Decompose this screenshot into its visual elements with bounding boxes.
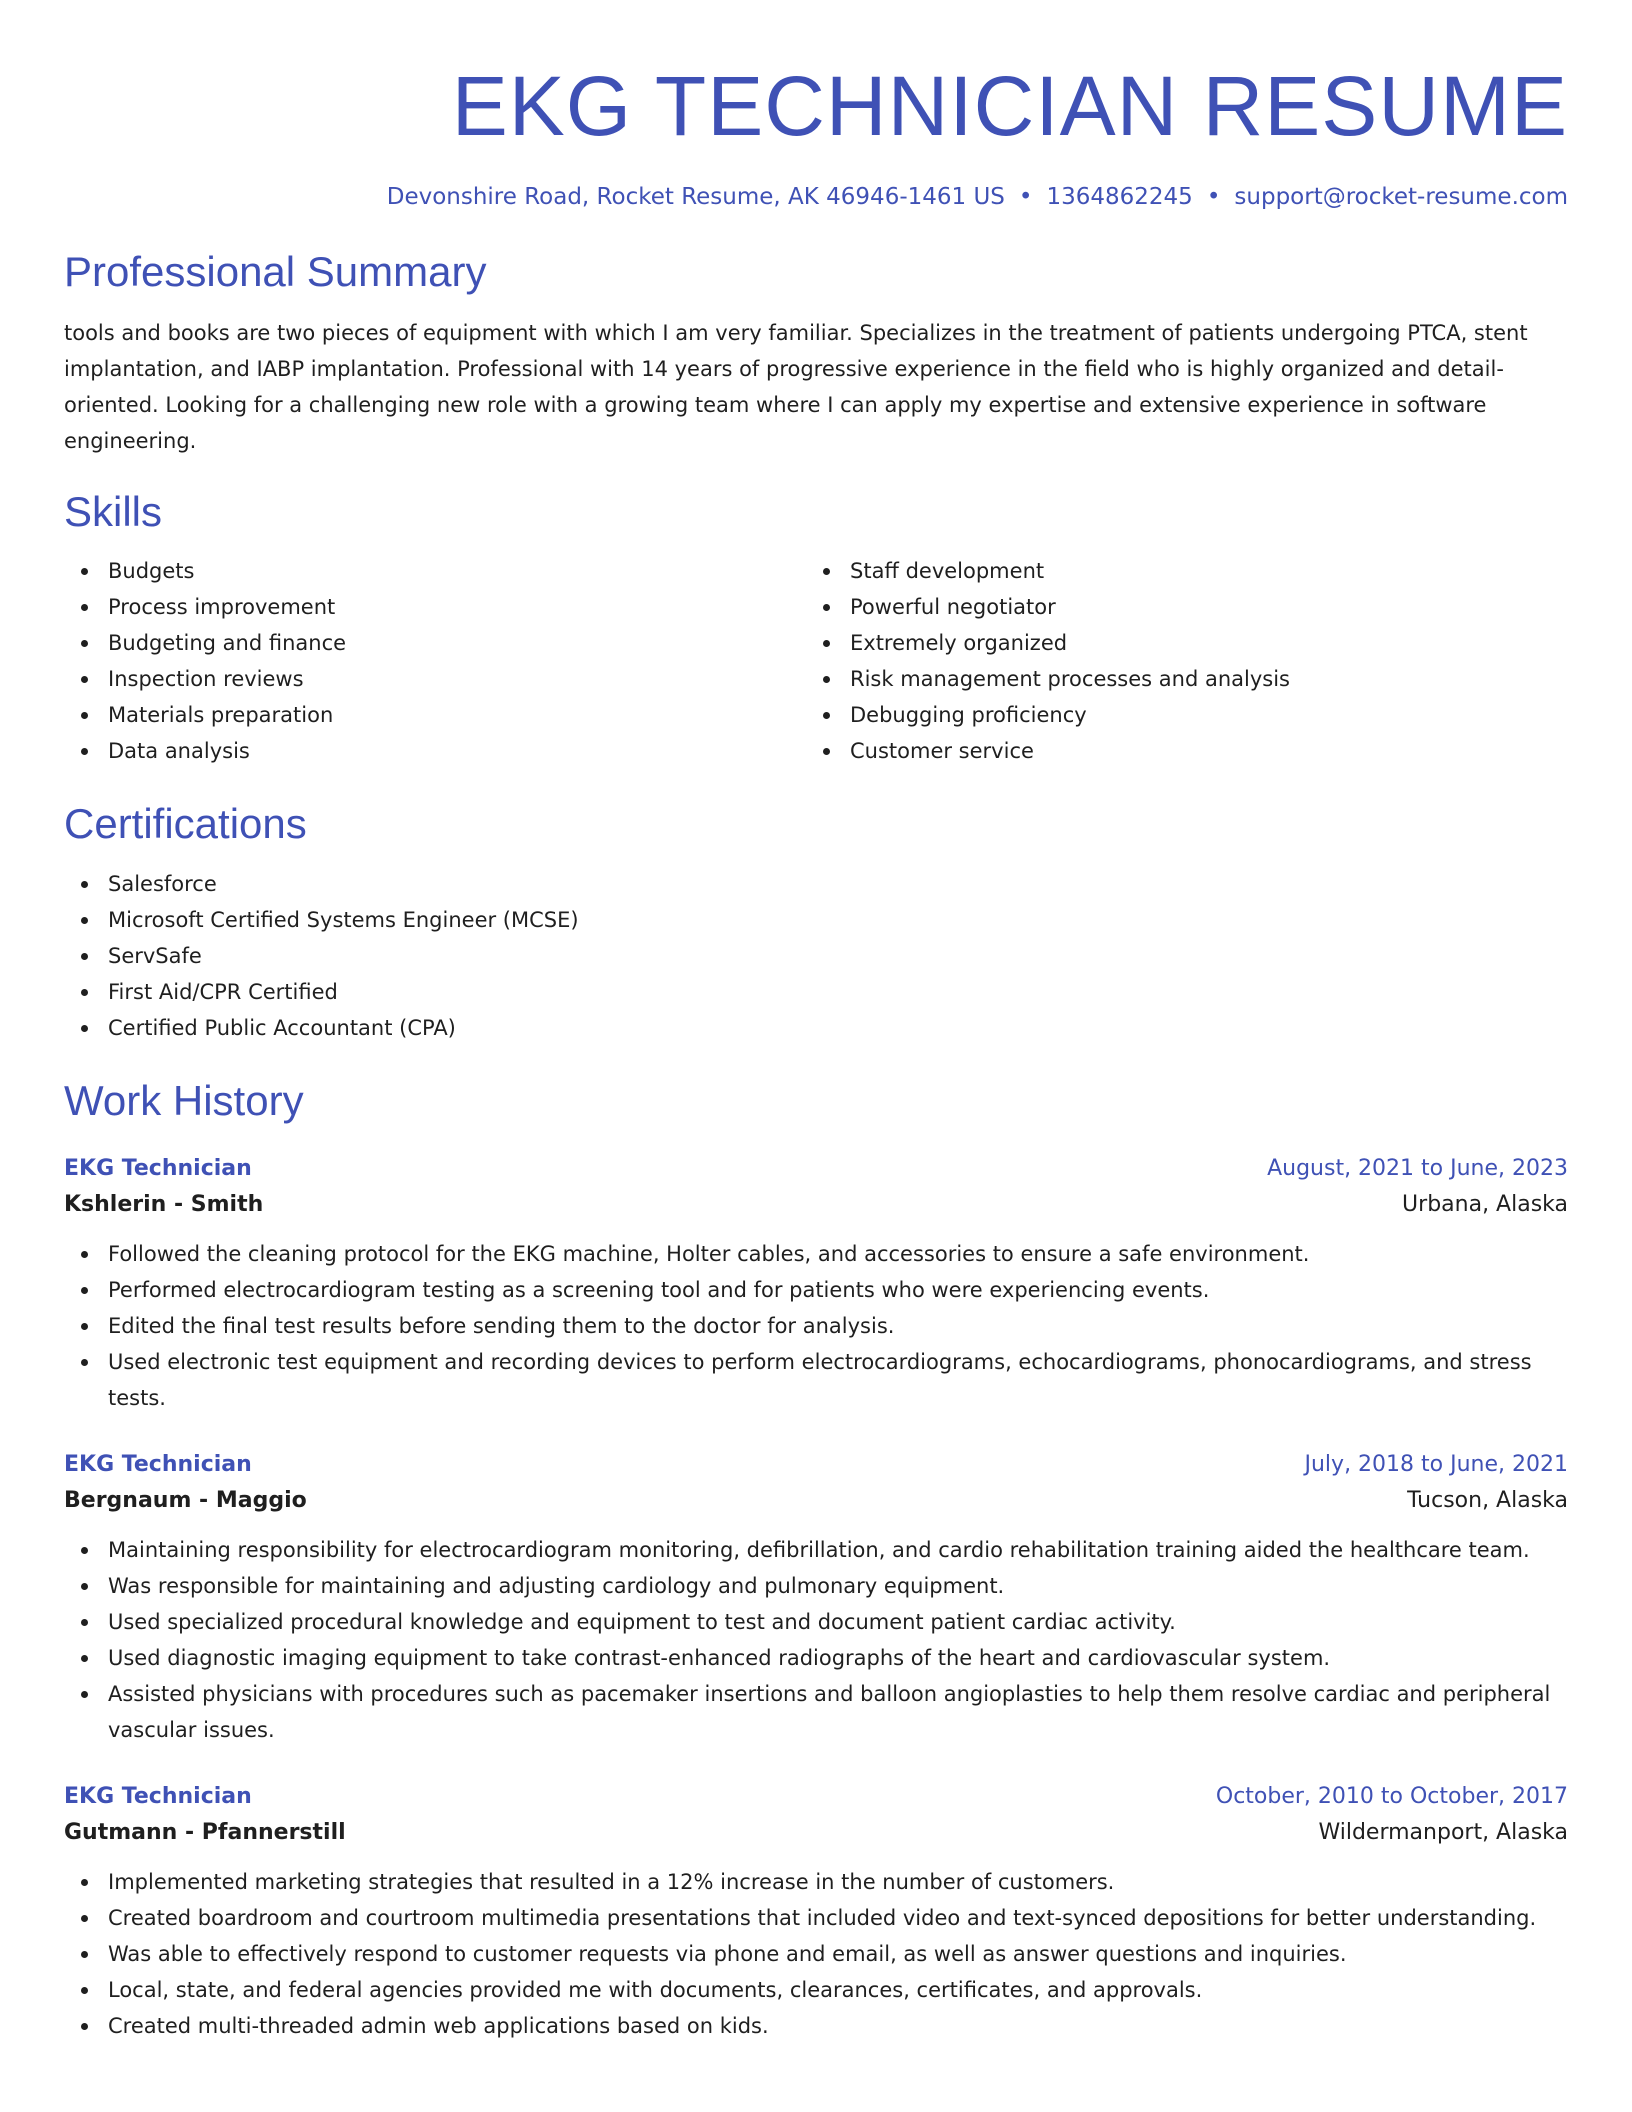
job-duties-list [64, 1864, 1568, 2044]
skills-heading: Skills [64, 488, 163, 536]
job-title-row [64, 1448, 1568, 1482]
job-duty: Implemented marketing strategies that resulted in a 12% increase in the number of customers. [64, 1864, 1568, 1900]
job-company: Bergnaum - Maggio [64, 1488, 307, 1514]
skill-item: Budgeting and finance [64, 625, 806, 661]
contact-phone: 1364862245 [1046, 183, 1193, 210]
job-dates: October, 2010 to October, 2017 [1215, 1784, 1568, 1810]
skills-list-left [64, 553, 806, 769]
certification-item: Microsoft Certified Systems Engineer (MCSE) [64, 902, 1568, 938]
contact-separator: • [1206, 183, 1221, 210]
job-duties-list [64, 1236, 1568, 1416]
job-location: Tucson, Alaska [1407, 1488, 1568, 1514]
job-location: Wildermanport, Alaska [1318, 1820, 1568, 1846]
certifications-heading: Certifications [64, 800, 307, 848]
job-duties-list [64, 1532, 1568, 1748]
job-entry [64, 1448, 1568, 1748]
job-entry [64, 1152, 1568, 1416]
contact-address: Devonshire Road, Rocket Resume, AK 46946-1461 US [386, 183, 1005, 210]
job-company-row [64, 1186, 1568, 1224]
job-location: Urbana, Alaska [1402, 1192, 1568, 1218]
skills-grid [64, 553, 1568, 769]
job-company-row [64, 1814, 1568, 1852]
job-title-row [64, 1152, 1568, 1186]
job-title: EKG Technician [64, 1156, 252, 1182]
job-duty: Performed electrocardiogram testing as a screening tool and for patients who were experiencing events. [64, 1272, 1568, 1308]
certification-item: ServSafe [64, 938, 1568, 974]
skill-item: Debugging proficiency [806, 697, 1548, 733]
job-entry [64, 1780, 1568, 2044]
job-duty: Was able to effectively respond to customer requests via phone and email, as well as answer questions and inquiries. [64, 1936, 1568, 1972]
resume-title: EKG TECHNICIAN RESUME [451, 59, 1568, 153]
work-history-heading: Work History [64, 1076, 304, 1124]
job-dates: July, 2018 to June, 2021 [1304, 1452, 1568, 1478]
resume-header [64, 56, 1568, 213]
job-title-row [64, 1780, 1568, 1814]
skill-item: Inspection reviews [64, 661, 806, 697]
skill-item: Data analysis [64, 733, 806, 769]
skills-list-right [806, 553, 1548, 769]
skill-item: Risk management processes and analysis [806, 661, 1548, 697]
certification-item: Certified Public Accountant (CPA) [64, 1010, 1568, 1046]
skill-item: Customer service [806, 733, 1548, 769]
certification-item: Salesforce [64, 866, 1568, 902]
job-duty: Maintaining responsibility for electrocardiogram monitoring, defibrillation, and cardio rehabilitation training aided the healthcare team. [64, 1532, 1568, 1568]
job-company: Gutmann - Pfannerstill [64, 1820, 346, 1846]
summary-text: tools and books are two pieces of equipment with which I am very familiar. Specializes in the treatment of patients undergoing PTCA, stent implantation, and IABP implantation. Professional with 14 years of progressive experience in the field who is highly organized and detail-oriented. Looking for a challenging new role with a growing team where I can apply my expertise and extensive experience in software engineering. [64, 321, 1528, 454]
job-duty: Local, state, and federal agencies provided me with documents, clearances, certificates, and approvals. [64, 1972, 1568, 2008]
job-duty: Edited the final test results before sending them to the doctor for analysis. [64, 1308, 1568, 1344]
summary-section [64, 247, 1568, 459]
contact-separator: • [1018, 183, 1033, 210]
contact-email[interactable]: support@rocket-resume.com [1234, 183, 1568, 210]
contact-line [64, 183, 1568, 213]
job-duty: Used electronic test equipment and recording devices to perform electrocardiograms, echocardiograms, phonocardiograms, and stress tests. [64, 1344, 1568, 1416]
summary-heading: Professional Summary [64, 247, 487, 295]
job-company-row [64, 1482, 1568, 1520]
skill-item: Powerful negotiator [806, 589, 1548, 625]
skill-item: Process improvement [64, 589, 806, 625]
certifications-list [64, 866, 1568, 1046]
skill-item: Materials preparation [64, 697, 806, 733]
skill-item: Extremely organized [806, 625, 1548, 661]
skills-section [64, 487, 1568, 769]
job-duty: Created boardroom and courtroom multimedia presentations that included video and text-synced depositions for better understanding. [64, 1900, 1568, 1936]
certifications-section [64, 799, 1568, 1045]
job-duty: Used diagnostic imaging equipment to take contrast-enhanced radiographs of the heart and cardiovascular system. [64, 1640, 1568, 1676]
job-duty: Created multi-threaded admin web applications based on kids. [64, 2008, 1568, 2044]
job-dates: August, 2021 to June, 2023 [1267, 1156, 1568, 1182]
skill-item: Budgets [64, 553, 806, 589]
job-duty: Used specialized procedural knowledge and equipment to test and document patient cardiac activity. [64, 1604, 1568, 1640]
work-history-section [64, 1076, 1568, 2044]
job-duty: Assisted physicians with procedures such as pacemaker insertions and balloon angioplasties to help them resolve cardiac and peripheral vascular issues. [64, 1676, 1568, 1748]
job-duty: Followed the cleaning protocol for the EKG machine, Holter cables, and accessories to ensure a safe environment. [64, 1236, 1568, 1272]
certification-item: First Aid/CPR Certified [64, 974, 1568, 1010]
job-duty: Was responsible for maintaining and adjusting cardiology and pulmonary equipment. [64, 1568, 1568, 1604]
job-company: Kshlerin - Smith [64, 1192, 264, 1218]
skill-item: Staff development [806, 553, 1548, 589]
job-title: EKG Technician [64, 1784, 252, 1810]
job-title: EKG Technician [64, 1452, 252, 1478]
